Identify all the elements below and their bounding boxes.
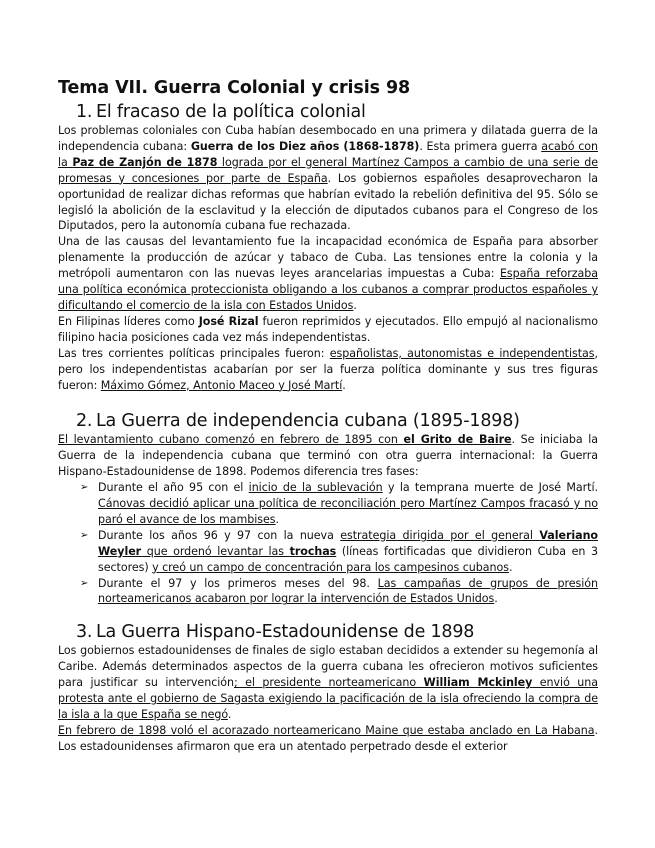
section-3-title: La Guerra Hispano-Estadounidense de 1898 xyxy=(96,622,475,643)
section-3 xyxy=(58,621,598,754)
text-run: . xyxy=(227,708,232,721)
bold-underlined-run: Valeriano Weyler xyxy=(98,528,598,558)
text-run: En Filipinas líderes como xyxy=(58,314,199,328)
list-item xyxy=(80,576,598,608)
bold-run: Guerra de los Diez años (1868-1878) xyxy=(190,139,420,153)
section-3-number: 3. xyxy=(76,622,93,643)
bold-run: José Rizal xyxy=(198,314,259,328)
section-3-paragraph-2 xyxy=(58,723,598,755)
text-run: Los gobiernos estadounidenses de finales de siglo estaban decididos a extender su hegemonía al Caribe. Además determinados aspectos de la guerra cubana les ofrecieron motivos suficientes para justificar su intervención xyxy=(58,644,598,690)
underlined-run: Las campañas de grupos de presión norteamericanos acabaron por lograr la intervención de Estados Unidos xyxy=(98,576,598,606)
section-2-title: La Guerra de independencia cubana (1895-1898) xyxy=(96,411,520,432)
text-run: . Esta primera guerra xyxy=(419,139,542,153)
document-content xyxy=(58,77,598,755)
underlined-run: envió una protesta ante el gobierno de Sagasta exigiendo la pacificación de la isla ofreciendo la compra de la isla a la que España se negó xyxy=(58,676,598,721)
underlined-run: que ordenó levantar las xyxy=(141,544,290,558)
underlined-run: inicio de la sublevación xyxy=(248,481,383,495)
text-run: Durante el 97 y los primeros meses del 98. xyxy=(98,576,378,590)
arrow-bullet-icon: ➢ xyxy=(80,577,89,589)
section-1-paragraph-1 xyxy=(58,123,598,234)
list-item xyxy=(80,480,598,528)
section-1-paragraph-3 xyxy=(58,314,598,346)
underlined-run: ; el presidente norteamericano xyxy=(234,676,424,690)
text-run: . Los estadounidenses afirmaron que era un atentado perpetrado desde el exterior xyxy=(58,723,598,753)
bold-underlined-run: Paz de Zanjón de 1878 xyxy=(72,155,218,169)
text-run: . xyxy=(342,378,346,392)
section-3-paragraph-1 xyxy=(58,643,598,723)
text-run: Una de las causas del levantamiento fue la incapacidad económica de España para absorber plenamente la producción de azúcar y tabaco de Cuba. Las tensiones entre la colonia y la metrópoli aumentaron con las nuevas leyes arancelarias impuestas a Cuba: xyxy=(58,235,598,281)
underlined-run: Cánovas decidió aplicar una política de reconciliación pero Martínez Campos fracasó y no paró el avance de los mambises xyxy=(98,497,598,526)
underlined-run: y creó un campo de concentración para los campesinos cubanos xyxy=(152,560,509,574)
phases-list xyxy=(58,480,598,607)
underlined-run: españolistas, autonomistas e independentistas xyxy=(329,346,595,360)
text-run: y la temprana muerte de José Martí. xyxy=(382,481,598,495)
section-1-number: 1. xyxy=(76,102,93,122)
bold-underlined-run: William Mckinley xyxy=(423,676,533,690)
section-1-title: El fracaso de la política colonial xyxy=(96,102,366,122)
underlined-run: lograda por el general Martínez Campos a cambio de una serie de promesas y concesiones por parte de España xyxy=(58,155,599,185)
text-run: Las tres corrientes políticas principales fueron: xyxy=(58,346,330,360)
underlined-run: El levantamiento cubano comenzó en febrero de 1895 con xyxy=(58,433,404,447)
underlined-run: En febrero de 1898 voló el acorazado norteamericano Maine que estaba anclado en La Habana xyxy=(58,723,595,737)
text-run: . Los gobiernos españoles desaprovecharon la oportunidad de realizar dichas reformas que habrían evitado la rebelión definitiva del 95. Sólo se legisló la abolición de la esclavitud y la elección de diputados cubanos para el Congreso de los Diputados, pero la autonomía cubana fue rechazada. xyxy=(58,171,598,233)
text-run: . xyxy=(508,560,513,574)
section-2-number: 2. xyxy=(76,411,93,432)
list-item xyxy=(80,528,598,576)
text-run: . xyxy=(353,298,357,312)
text-run: . xyxy=(494,592,498,606)
text-run: (líneas fortificadas que dividieron Cuba en 3 sectores) xyxy=(98,544,598,574)
arrow-bullet-icon: ➢ xyxy=(80,482,89,494)
bold-underlined-run: el Grito de Baire xyxy=(403,433,512,447)
underlined-run: acabó con la xyxy=(58,139,598,169)
section-2-paragraph-1 xyxy=(58,432,598,480)
document-title: Tema VII. Guerra Colonial y crisis 98 xyxy=(58,78,411,98)
section-1 xyxy=(58,101,598,393)
section-2-heading xyxy=(58,410,598,432)
text-run: . xyxy=(275,512,280,526)
bold-underlined-run: trochas xyxy=(289,544,337,558)
text-run: Durante los años 96 y 97 con la nueva xyxy=(98,528,341,542)
arrow-bullet-icon: ➢ xyxy=(80,529,89,541)
section-1-paragraph-2 xyxy=(58,234,598,314)
section-1-paragraph-4 xyxy=(58,346,598,394)
underlined-run: estrategia dirigida por el general xyxy=(340,528,540,542)
text-run: . Se iniciaba la Guerra de la independencia cubana que terminó con otra guerra internacional: la Guerra Hispano-Estadounidense de 1898. Podemos diferencia tres fases: xyxy=(58,433,598,479)
section-1-heading xyxy=(58,101,598,123)
text-run: Durante el año 95 con el xyxy=(98,481,249,495)
text-run: , pero los independentistas acabarían por ser la fuerza política dominante y sus tres figuras fueron: xyxy=(58,346,598,392)
section-2 xyxy=(58,410,598,607)
section-3-heading xyxy=(58,621,598,643)
underlined-run: España reforzaba una política económica proteccionista obligando a los cubanos a comprar productos españoles y dificultando el comercio de la isla con Estados Unidos xyxy=(58,267,598,312)
underlined-run: Máximo Gómez, Antonio Maceo y José Martí xyxy=(100,378,343,392)
text-run: fueron reprimidos y ejecutados. Ello empujó al nacionalismo filipino hacia posiciones cada vez más independentistas. xyxy=(58,314,598,344)
text-run: Los problemas coloniales con Cuba habían desembocado en una primera y dilatada guerra de la independencia cubana: xyxy=(58,124,598,153)
